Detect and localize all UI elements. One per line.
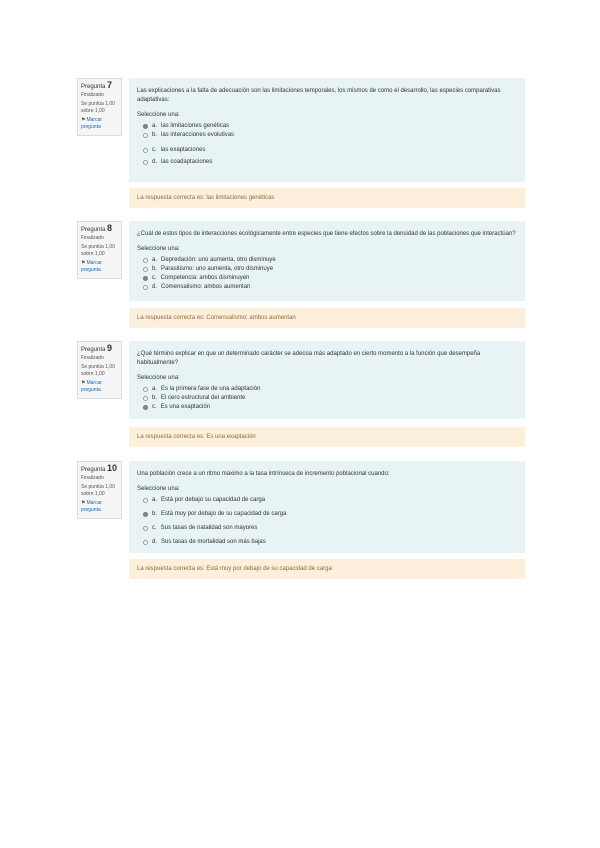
flag-question-link[interactable]: ⚑Marcar pregunta: [81, 500, 103, 513]
question-state: Finalizado: [81, 235, 104, 241]
question-grade: Se puntúa 1,00 sobre 1,00: [81, 364, 115, 377]
radio-button[interactable]: [143, 405, 148, 410]
radio-button[interactable]: [143, 124, 148, 129]
answer-option[interactable]: b. El cero estructural del ambiente: [143, 394, 517, 403]
radio-button[interactable]: [143, 540, 148, 545]
answer-option[interactable]: c. Sus tasas de natalidad son mayores: [143, 524, 517, 533]
feedback-8: La respuesta correcta es: Comensalismo: ambos aumentan: [129, 308, 525, 328]
answer-option[interactable]: d. Sus tasas de mortalidad son más bajas: [143, 538, 517, 547]
answer-option[interactable]: c. Competencia: ambos disminuyen: [143, 274, 517, 283]
radio-button[interactable]: [143, 387, 148, 392]
radio-button[interactable]: [143, 267, 148, 272]
question-info-8: [77, 221, 122, 279]
answer-option[interactable]: b. las interacciones evolutivas: [143, 131, 517, 140]
question-number: Pregunta 9: [81, 343, 113, 353]
question-text: ¿Cuál de estos tipos de interacciones ecológicamente entre especies que tiene efectos sobre la densidad de las poblaciones que interactúan?: [137, 231, 516, 237]
question-state: Finalizado: [81, 475, 104, 481]
answer-prompt: Seleccione una:: [137, 486, 180, 492]
flag-question-link[interactable]: ⚑Marcar pregunta: [81, 380, 103, 393]
flag-question-link[interactable]: ⚑Marcar pregunta: [81, 117, 103, 130]
answer-prompt: Seleccione una:: [137, 246, 180, 252]
flag-icon: ⚑: [81, 260, 86, 266]
radio-button[interactable]: [143, 498, 148, 503]
question-content-9: [129, 341, 525, 419]
answer-option[interactable]: b. Está muy por debajo de su capacidad de carga: [143, 510, 517, 519]
answer-option[interactable]: a. las limitaciones genéticas: [143, 122, 517, 131]
answer-option[interactable]: a. Depredación: uno aumenta, otro disminuye: [143, 256, 517, 265]
answer-option[interactable]: b. Parasitismo: uno aumenta, otro disminuye: [143, 265, 517, 274]
question-text: Las explicaciones a la falta de adecuación son las limitaciones temporales, los mismos de como el desarrollo, las especies comparativas adaptativas:: [137, 88, 501, 103]
question-grade: Se puntúa 1,00 sobre 1,00: [81, 244, 115, 257]
question-info-9: [77, 341, 122, 399]
question-state: Finalizado: [81, 92, 104, 98]
answer-option[interactable]: a. Está por debajo su capacidad de carga: [143, 496, 517, 505]
question-content-7: [129, 78, 525, 182]
radio-button[interactable]: [143, 276, 148, 281]
question-state: Finalizado: [81, 355, 104, 361]
question-text: Una población crece a un ritmo máximo a la tasa intrínseca de incremento poblacional cuando:: [137, 471, 390, 477]
radio-button[interactable]: [143, 160, 148, 165]
radio-button[interactable]: [143, 396, 148, 401]
flag-icon: ⚑: [81, 380, 86, 386]
question-number: Pregunta 8: [81, 223, 113, 233]
answer-option[interactable]: d. Comensalismo: ambos aumentan: [143, 283, 517, 292]
answer-option[interactable]: d. las coadaptaciones: [143, 158, 517, 167]
question-text: ¿Qué término explicar en que un determinado carácter se adecúa más adaptado en cierto momento a la función que desempeña habitualmente?: [137, 351, 481, 366]
question-content-8: [129, 221, 525, 301]
radio-button[interactable]: [143, 526, 148, 531]
question-info-7: [77, 78, 122, 136]
flag-question-link[interactable]: ⚑Marcar pregunta: [81, 260, 103, 273]
question-content-10: [129, 461, 525, 553]
flag-icon: ⚑: [81, 117, 86, 123]
question-number: Pregunta 10: [81, 463, 118, 473]
radio-button[interactable]: [143, 285, 148, 290]
radio-button[interactable]: [143, 512, 148, 517]
question-info-10: [77, 461, 122, 519]
feedback-9: La respuesta correcta es: Es una exaptación: [129, 427, 525, 447]
radio-button[interactable]: [143, 148, 148, 153]
radio-button[interactable]: [143, 258, 148, 263]
answer-option[interactable]: a. Es la primera fase de una adaptación: [143, 385, 517, 394]
answer-option[interactable]: c. las exaptaciones: [143, 146, 517, 155]
feedback-10: La respuesta correcta es: Está muy por debajo de su capacidad de carga: [129, 559, 525, 579]
feedback-7: La respuesta correcta es: las limitaciones genéticas: [129, 188, 525, 208]
flag-icon: ⚑: [81, 500, 86, 506]
answer-prompt: Seleccione una:: [137, 112, 180, 118]
radio-button[interactable]: [143, 133, 148, 138]
answer-prompt: Seleccione una:: [137, 375, 180, 381]
question-grade: Se puntúa 1,00 sobre 1,00: [81, 484, 115, 497]
question-number: Pregunta 7: [81, 80, 113, 90]
question-grade: Se puntúa 1,00 sobre 1,00: [81, 101, 115, 114]
answer-option[interactable]: c. Es una exaptación: [143, 403, 517, 412]
